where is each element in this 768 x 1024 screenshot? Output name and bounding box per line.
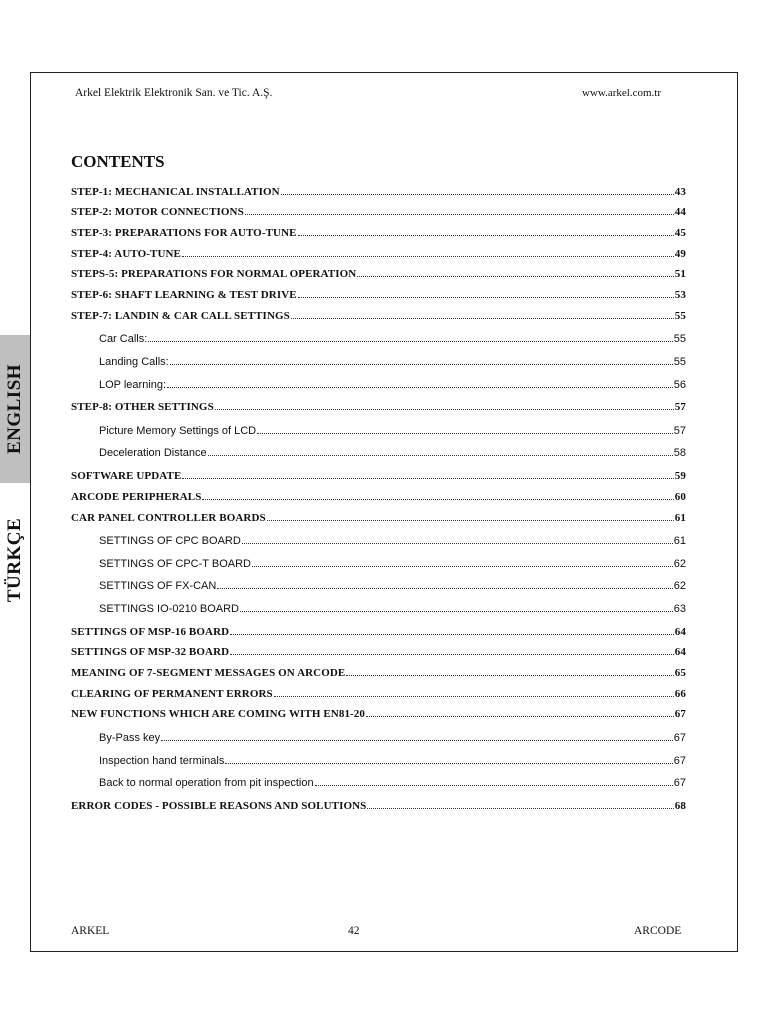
toc-section-entry[interactable] bbox=[71, 218, 686, 239]
toc-entry-page: 55 bbox=[673, 333, 686, 346]
toc-entry-page: 64 bbox=[674, 646, 686, 659]
toc-entry-page: 58 bbox=[673, 447, 686, 460]
toc-dot-leader bbox=[281, 186, 674, 195]
toc-entry-page: 57 bbox=[673, 424, 686, 437]
toc-dot-leader bbox=[267, 512, 674, 521]
toc-dot-leader bbox=[217, 580, 672, 589]
toc-dot-leader bbox=[298, 227, 674, 236]
toc-entry-label: Inspection hand terminals bbox=[99, 754, 225, 767]
toc-subsection-entry[interactable] bbox=[71, 323, 686, 346]
toc-entry-label: STEP-2: MOTOR CONNECTIONS bbox=[71, 206, 244, 219]
toc-entry-page: 67 bbox=[674, 708, 686, 721]
toc-entry-label: STEP-6: SHAFT LEARNING & TEST DRIVE bbox=[71, 289, 297, 302]
toc-entry-label: SETTINGS OF MSP-32 BOARD bbox=[71, 646, 230, 659]
toc-entry-page: 49 bbox=[674, 247, 686, 260]
toc-entry-page: 53 bbox=[674, 289, 686, 302]
toc-dot-leader bbox=[230, 626, 674, 635]
toc-section-entry[interactable] bbox=[71, 198, 686, 219]
toc-entry-label: SETTINGS OF FX-CAN bbox=[99, 580, 217, 593]
toc-dot-leader bbox=[215, 401, 674, 410]
toc-subsection-entry[interactable] bbox=[71, 767, 686, 790]
toc-subsection-entry[interactable] bbox=[71, 437, 686, 460]
toc-entry-page: 62 bbox=[673, 580, 686, 593]
toc-dot-leader bbox=[230, 646, 674, 655]
toc-subsection-entry[interactable] bbox=[71, 592, 686, 615]
toc-section-entry[interactable] bbox=[71, 393, 686, 414]
toc-entry-label: NEW FUNCTIONS WHICH ARE COMING WITH EN81-20 bbox=[71, 708, 366, 721]
toc-section-entry[interactable] bbox=[71, 679, 686, 700]
toc-entry-label: Picture Memory Settings of LCD bbox=[99, 424, 257, 437]
toc-dot-leader bbox=[170, 356, 673, 365]
toc-dot-leader bbox=[148, 333, 672, 342]
toc-entry-label: Back to normal operation from pit inspection bbox=[99, 777, 314, 790]
toc-entry-page: 64 bbox=[674, 625, 686, 638]
header-website: www.arkel.com.tr bbox=[582, 87, 662, 99]
toc-entry-label: By-Pass key bbox=[99, 731, 161, 744]
toc-dot-leader bbox=[346, 667, 673, 676]
toc-entry-page: 43 bbox=[674, 185, 686, 198]
toc-subsection-entry[interactable] bbox=[71, 570, 686, 593]
footer-product: ARCODE bbox=[634, 925, 682, 937]
toc-section-entry[interactable] bbox=[71, 260, 686, 281]
toc-dot-leader bbox=[182, 470, 673, 479]
toc-section-entry[interactable] bbox=[71, 280, 686, 301]
toc-entry-label: SETTINGS OF CPC BOARD bbox=[99, 535, 241, 548]
toc-entry-label: MEANING OF 7-SEGMENT MESSAGES ON ARCODE bbox=[71, 666, 346, 679]
toc-dot-leader bbox=[240, 603, 673, 612]
footer-page-number: 42 bbox=[348, 925, 360, 937]
toc-dot-leader bbox=[242, 535, 673, 544]
toc-entry-page: 61 bbox=[673, 535, 686, 548]
toc-section-entry[interactable] bbox=[71, 791, 686, 812]
toc-entry-label: STEP-8: OTHER SETTINGS bbox=[71, 401, 214, 414]
toc-subsection-entry[interactable] bbox=[71, 547, 686, 570]
toc-subsection-entry[interactable] bbox=[71, 525, 686, 548]
toc-subsection-entry[interactable] bbox=[71, 368, 686, 391]
toc-entry-label: ARCODE PERIPHERALS bbox=[71, 490, 202, 503]
toc-entry-page: 56 bbox=[673, 378, 686, 391]
language-tab-turkce[interactable] bbox=[0, 500, 30, 620]
toc-section-entry[interactable] bbox=[71, 482, 686, 503]
toc-entry-label: CLEARING OF PERMANENT ERRORS bbox=[71, 687, 273, 700]
toc-entry-page: 59 bbox=[674, 470, 686, 483]
toc-dot-leader bbox=[291, 310, 674, 319]
toc-entry-label: SETTINGS OF CPC-T BOARD bbox=[99, 557, 251, 570]
toc-dot-leader bbox=[367, 800, 673, 809]
toc-dot-leader bbox=[245, 206, 674, 215]
toc-entry-label: ERROR CODES - POSSIBLE REASONS AND SOLUTIONS bbox=[71, 799, 367, 812]
toc-section-entry[interactable] bbox=[71, 461, 686, 482]
toc-entry-page: 67 bbox=[673, 777, 686, 790]
toc-section-entry[interactable] bbox=[71, 658, 686, 679]
toc-entry-label: STEP-7: LANDIN & CAR CALL SETTINGS bbox=[71, 309, 290, 322]
header-company: Arkel Elektrik Elektronik San. ve Tic. A.Ş. bbox=[75, 87, 273, 99]
toc-subsection-entry[interactable] bbox=[71, 345, 686, 368]
toc-entry-page: 61 bbox=[674, 511, 686, 524]
toc-section-entry[interactable] bbox=[71, 239, 686, 260]
language-tab-english-label: ENGLISH bbox=[4, 363, 25, 455]
contents-title: CONTENTS bbox=[71, 152, 165, 171]
toc-entry-label: Car Calls: bbox=[99, 333, 148, 346]
toc-subsection-entry[interactable] bbox=[71, 721, 686, 744]
toc-entry-page: 51 bbox=[674, 268, 686, 281]
toc-section-entry[interactable] bbox=[71, 700, 686, 721]
toc-section-entry[interactable] bbox=[71, 177, 686, 198]
toc-entry-page: 44 bbox=[674, 206, 686, 219]
toc-dot-leader bbox=[298, 289, 674, 298]
language-tab-turkce-label: TÜRKÇE bbox=[4, 517, 26, 603]
toc-entry-page: 67 bbox=[673, 754, 686, 767]
toc-dot-leader bbox=[208, 447, 673, 456]
toc-entry-label: STEP-3: PREPARATIONS FOR AUTO-TUNE bbox=[71, 227, 297, 240]
table-of-contents bbox=[71, 177, 686, 812]
toc-entry-label: STEP-1: MECHANICAL INSTALLATION bbox=[71, 185, 280, 198]
toc-entry-page: 55 bbox=[674, 309, 686, 322]
toc-dot-leader bbox=[257, 425, 673, 434]
toc-entry-label: Deceleration Distance bbox=[99, 447, 207, 460]
toc-dot-leader bbox=[357, 268, 673, 277]
toc-entry-page: 45 bbox=[674, 227, 686, 240]
footer-brand: ARKEL bbox=[71, 925, 110, 937]
toc-subsection-entry[interactable] bbox=[71, 414, 686, 437]
toc-entry-label: STEP-4: AUTO-TUNE bbox=[71, 247, 181, 260]
toc-entry-label: STEPS-5: PREPARATIONS FOR NORMAL OPERATION bbox=[71, 268, 357, 281]
toc-entry-page: 68 bbox=[674, 799, 686, 812]
language-tab-english[interactable] bbox=[0, 335, 30, 483]
toc-dot-leader bbox=[366, 708, 674, 717]
toc-entry-page: 66 bbox=[674, 687, 686, 700]
toc-section-entry[interactable] bbox=[71, 617, 686, 638]
toc-entry-label: LOP learning: bbox=[99, 378, 167, 391]
toc-entry-label: CAR PANEL CONTROLLER BOARDS bbox=[71, 511, 266, 524]
toc-entry-label: SETTINGS OF MSP-16 BOARD bbox=[71, 625, 230, 638]
toc-dot-leader bbox=[202, 491, 673, 500]
toc-subsection-entry[interactable] bbox=[71, 744, 686, 767]
toc-entry-label: SOFTWARE UPDATE bbox=[71, 470, 182, 483]
toc-dot-leader bbox=[274, 688, 674, 697]
toc-entry-page: 62 bbox=[673, 557, 686, 570]
toc-entry-page: 57 bbox=[674, 401, 686, 414]
toc-dot-leader bbox=[315, 777, 673, 786]
toc-dot-leader bbox=[225, 755, 672, 764]
toc-dot-leader bbox=[167, 379, 673, 388]
toc-section-entry[interactable] bbox=[71, 503, 686, 524]
toc-entry-page: 67 bbox=[673, 731, 686, 744]
toc-entry-page: 55 bbox=[673, 356, 686, 368]
toc-entry-label: Landing Calls: bbox=[99, 356, 169, 368]
toc-entry-label: SETTINGS IO-0210 BOARD bbox=[99, 602, 239, 615]
toc-entry-page: 63 bbox=[673, 602, 686, 615]
toc-dot-leader bbox=[182, 248, 674, 257]
toc-section-entry[interactable] bbox=[71, 638, 686, 659]
toc-entry-page: 65 bbox=[674, 666, 686, 679]
toc-section-entry[interactable] bbox=[71, 301, 686, 322]
toc-entry-page: 60 bbox=[674, 490, 686, 503]
toc-dot-leader bbox=[252, 558, 673, 567]
toc-dot-leader bbox=[161, 732, 673, 741]
